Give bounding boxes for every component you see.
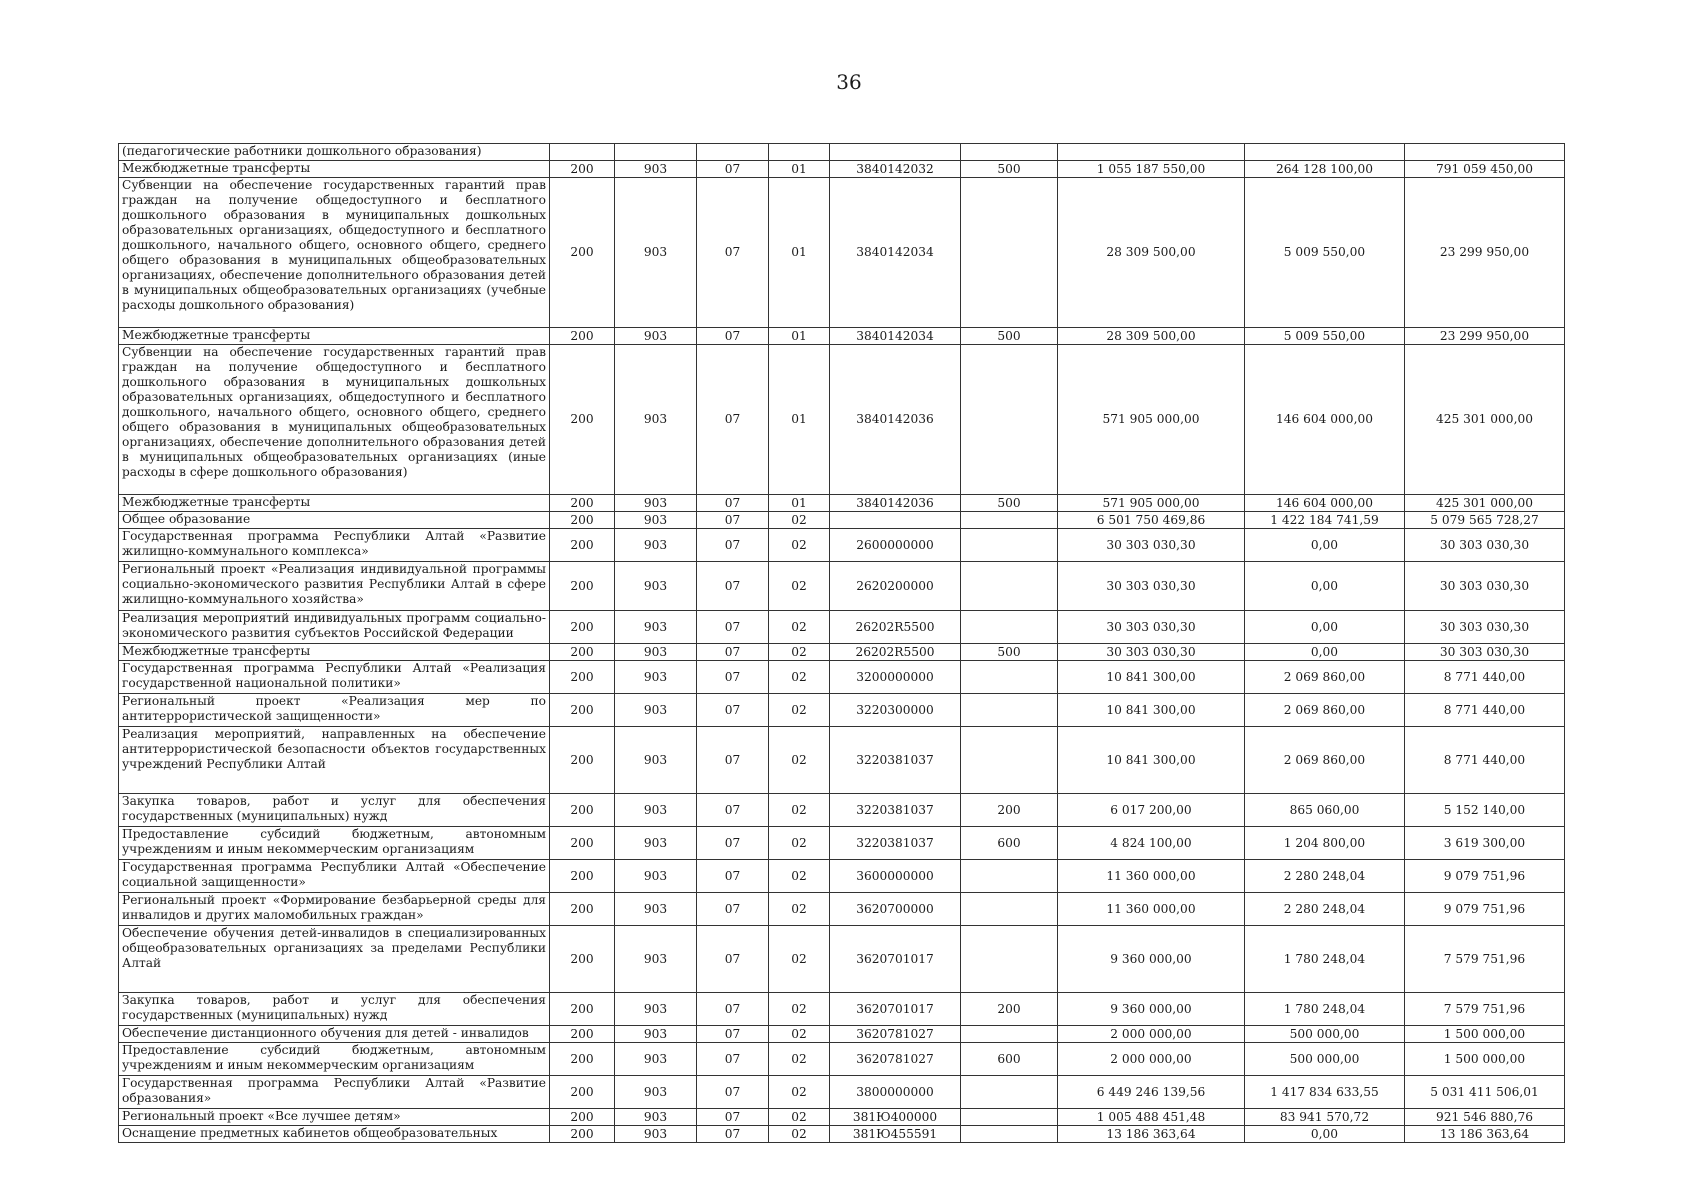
- gr-cell: 903: [615, 727, 697, 794]
- amount-total-cell: 4 824 100,00: [1058, 827, 1245, 860]
- item-name-cell: Обеспечение обучения детей-инвалидов в специализированных общеобразовательных организациях за пределами Республики Алтай: [119, 926, 550, 993]
- section-cell: 200: [550, 178, 615, 328]
- table-row: [119, 644, 1565, 661]
- table-body: [119, 144, 1565, 1143]
- amount-federal-cell: 1 204 800,00: [1245, 827, 1405, 860]
- section-cell: 200: [550, 495, 615, 512]
- rz-cell: [697, 144, 769, 161]
- amount-regional-cell: 791 059 450,00: [1405, 161, 1565, 178]
- item-name-cell: Региональный проект «Формирование безбарьерной среды для инвалидов и других маломобильных граждан»: [119, 893, 550, 926]
- amount-total-cell: 11 360 000,00: [1058, 893, 1245, 926]
- item-name-cell: Региональный проект «Реализация мер по антитеррористической защищенности»: [119, 694, 550, 727]
- amount-total-cell: 571 905 000,00: [1058, 345, 1245, 495]
- gr-cell: 903: [615, 161, 697, 178]
- table-row: [119, 328, 1565, 345]
- expense-type-cell: [961, 661, 1058, 694]
- gr-cell: 903: [615, 860, 697, 893]
- rz-cell: 07: [697, 926, 769, 993]
- section-cell: 200: [550, 926, 615, 993]
- page-number: 36: [836, 70, 862, 94]
- expense-type-cell: 200: [961, 993, 1058, 1026]
- rz-cell: 07: [697, 1076, 769, 1109]
- amount-total-cell: 2 000 000,00: [1058, 1043, 1245, 1076]
- target-article-cell: 3620781027: [830, 1043, 961, 1076]
- section-cell: 200: [550, 529, 615, 562]
- table-row: [119, 495, 1565, 512]
- amount-total-cell: 10 841 300,00: [1058, 694, 1245, 727]
- item-name-cell: Закупка товаров, работ и услуг для обеспечения государственных (муниципальных) нужд: [119, 993, 550, 1026]
- table-row: [119, 661, 1565, 694]
- table-row: [119, 727, 1565, 794]
- rz-cell: 07: [697, 611, 769, 644]
- gr-cell: 903: [615, 178, 697, 328]
- gr-cell: 903: [615, 893, 697, 926]
- pr-cell: 02: [769, 1109, 830, 1126]
- amount-federal-cell: 500 000,00: [1245, 1026, 1405, 1043]
- expense-type-cell: [961, 694, 1058, 727]
- target-article-cell: 3840142036: [830, 495, 961, 512]
- section-cell: 200: [550, 512, 615, 529]
- amount-total-cell: 2 000 000,00: [1058, 1026, 1245, 1043]
- amount-regional-cell: 23 299 950,00: [1405, 328, 1565, 345]
- amount-regional-cell: 8 771 440,00: [1405, 661, 1565, 694]
- expense-type-cell: 500: [961, 495, 1058, 512]
- amount-regional-cell: 30 303 030,30: [1405, 644, 1565, 661]
- target-article-cell: 3840142034: [830, 178, 961, 328]
- amount-total-cell: 6 449 246 139,56: [1058, 1076, 1245, 1109]
- item-name-cell: Субвенции на обеспечение государственных гарантий прав граждан на получение общедоступного и бесплатного дошкольного образования в муниципальных дошкольных образовательных организациях, общедоступного и бесплатного дошкольного, начального общего, основного общего, среднего общего образования в муниципальных общеобразовательных организациях, обеспечение дополнительного образования детей в муниципальных общеобразовательных организациях (иные расходы в сфере дошкольного образования): [119, 345, 550, 495]
- item-name-cell: Оснащение предметных кабинетов общеобразовательных: [119, 1126, 550, 1143]
- table-row: [119, 827, 1565, 860]
- amount-regional-cell: 8 771 440,00: [1405, 727, 1565, 794]
- pr-cell: 02: [769, 562, 830, 611]
- item-name-cell: Государственная программа Республики Алтай «Развитие жилищно-коммунального комплекса»: [119, 529, 550, 562]
- item-name-cell: Субвенции на обеспечение государственных гарантий прав граждан на получение общедоступного и бесплатного дошкольного образования в муниципальных дошкольных образовательных организациях, общедоступного и бесплатного дошкольного, начального общего, основного общего, среднего общего образования в муниципальных общеобразовательных организациях, обеспечение дополнительного образования детей в муниципальных общеобразовательных организациях (учебные расходы дошкольного образования): [119, 178, 550, 328]
- pr-cell: 02: [769, 993, 830, 1026]
- item-name-cell: Межбюджетные трансферты: [119, 328, 550, 345]
- section-cell: 200: [550, 345, 615, 495]
- pr-cell: 01: [769, 161, 830, 178]
- expense-type-cell: [961, 1026, 1058, 1043]
- item-name-cell: Обеспечение дистанционного обучения для детей - инвалидов: [119, 1026, 550, 1043]
- item-name-cell: Закупка товаров, работ и услуг для обеспечения государственных (муниципальных) нужд: [119, 794, 550, 827]
- table-row: [119, 144, 1565, 161]
- gr-cell: 903: [615, 529, 697, 562]
- amount-federal-cell: 0,00: [1245, 611, 1405, 644]
- target-article-cell: 3220300000: [830, 694, 961, 727]
- item-name-cell: Межбюджетные трансферты: [119, 161, 550, 178]
- pr-cell: 02: [769, 512, 830, 529]
- amount-regional-cell: 9 079 751,96: [1405, 860, 1565, 893]
- target-article-cell: 3840142034: [830, 328, 961, 345]
- amount-federal-cell: 500 000,00: [1245, 1043, 1405, 1076]
- table-row: [119, 345, 1565, 495]
- section-cell: 200: [550, 727, 615, 794]
- rz-cell: 07: [697, 794, 769, 827]
- amount-federal-cell: 2 069 860,00: [1245, 727, 1405, 794]
- gr-cell: 903: [615, 661, 697, 694]
- amount-regional-cell: 9 079 751,96: [1405, 893, 1565, 926]
- rz-cell: 07: [697, 661, 769, 694]
- item-name-cell: Общее образование: [119, 512, 550, 529]
- expense-type-cell: 600: [961, 1043, 1058, 1076]
- rz-cell: 07: [697, 644, 769, 661]
- amount-regional-cell: 425 301 000,00: [1405, 495, 1565, 512]
- expense-type-cell: [961, 1076, 1058, 1109]
- target-article-cell: [830, 144, 961, 161]
- pr-cell: 02: [769, 1076, 830, 1109]
- gr-cell: 903: [615, 993, 697, 1026]
- table-row: [119, 1026, 1565, 1043]
- gr-cell: 903: [615, 694, 697, 727]
- amount-total-cell: 6 017 200,00: [1058, 794, 1245, 827]
- target-article-cell: 3840142032: [830, 161, 961, 178]
- rz-cell: 07: [697, 827, 769, 860]
- amount-total-cell: 10 841 300,00: [1058, 661, 1245, 694]
- target-article-cell: 26202R5500: [830, 611, 961, 644]
- expense-type-cell: 600: [961, 827, 1058, 860]
- target-article-cell: 3600000000: [830, 860, 961, 893]
- pr-cell: 02: [769, 1126, 830, 1143]
- amount-total-cell: 1 005 488 451,48: [1058, 1109, 1245, 1126]
- amount-federal-cell: 1 780 248,04: [1245, 926, 1405, 993]
- amount-federal-cell: 5 009 550,00: [1245, 178, 1405, 328]
- item-name-cell: Государственная программа Республики Алтай «Развитие образования»: [119, 1076, 550, 1109]
- amount-total-cell: 9 360 000,00: [1058, 926, 1245, 993]
- amount-federal-cell: 0,00: [1245, 1126, 1405, 1143]
- amount-federal-cell: 2 069 860,00: [1245, 661, 1405, 694]
- item-name-cell: Государственная программа Республики Алтай «Обеспечение социальной защищенности»: [119, 860, 550, 893]
- amount-federal-cell: 865 060,00: [1245, 794, 1405, 827]
- amount-total-cell: 6 501 750 469,86: [1058, 512, 1245, 529]
- table-row: [119, 694, 1565, 727]
- pr-cell: [769, 144, 830, 161]
- item-name-cell: (педагогические работники дошкольного образования): [119, 144, 550, 161]
- item-name-cell: Межбюджетные трансферты: [119, 644, 550, 661]
- amount-federal-cell: 83 941 570,72: [1245, 1109, 1405, 1126]
- gr-cell: 903: [615, 328, 697, 345]
- section-cell: 200: [550, 694, 615, 727]
- amount-total-cell: 30 303 030,30: [1058, 562, 1245, 611]
- section-cell: 200: [550, 1076, 615, 1109]
- target-article-cell: 381Ю455591: [830, 1126, 961, 1143]
- gr-cell: [615, 144, 697, 161]
- item-name-cell: Реализация мероприятий индивидуальных программ социально-экономического развития субъектов Российской Федерации: [119, 611, 550, 644]
- amount-regional-cell: 23 299 950,00: [1405, 178, 1565, 328]
- pr-cell: 02: [769, 661, 830, 694]
- rz-cell: 07: [697, 529, 769, 562]
- section-cell: 200: [550, 1126, 615, 1143]
- gr-cell: 903: [615, 926, 697, 993]
- target-article-cell: 3800000000: [830, 1076, 961, 1109]
- gr-cell: 903: [615, 794, 697, 827]
- amount-regional-cell: 1 500 000,00: [1405, 1026, 1565, 1043]
- pr-cell: 01: [769, 328, 830, 345]
- pr-cell: 01: [769, 345, 830, 495]
- target-article-cell: 3220381037: [830, 794, 961, 827]
- item-name-cell: Межбюджетные трансферты: [119, 495, 550, 512]
- rz-cell: 07: [697, 727, 769, 794]
- amount-regional-cell: 3 619 300,00: [1405, 827, 1565, 860]
- section-cell: 200: [550, 161, 615, 178]
- amount-federal-cell: 2 069 860,00: [1245, 694, 1405, 727]
- section-cell: [550, 144, 615, 161]
- pr-cell: 02: [769, 860, 830, 893]
- amount-federal-cell: 2 280 248,04: [1245, 893, 1405, 926]
- expense-type-cell: [961, 860, 1058, 893]
- rz-cell: 07: [697, 694, 769, 727]
- amount-regional-cell: 5 079 565 728,27: [1405, 512, 1565, 529]
- table-row: [119, 1109, 1565, 1126]
- amount-federal-cell: 1 417 834 633,55: [1245, 1076, 1405, 1109]
- amount-federal-cell: 2 280 248,04: [1245, 860, 1405, 893]
- table-row: [119, 893, 1565, 926]
- amount-regional-cell: 5 152 140,00: [1405, 794, 1565, 827]
- table-row: [119, 529, 1565, 562]
- section-cell: 200: [550, 1109, 615, 1126]
- section-cell: 200: [550, 827, 615, 860]
- amount-federal-cell: 264 128 100,00: [1245, 161, 1405, 178]
- table-row: [119, 794, 1565, 827]
- gr-cell: 903: [615, 1026, 697, 1043]
- item-name-cell: Предоставление субсидий бюджетным, автономным учреждениям и иным некоммерческим организациям: [119, 827, 550, 860]
- amount-federal-cell: 5 009 550,00: [1245, 328, 1405, 345]
- gr-cell: 903: [615, 345, 697, 495]
- amount-federal-cell: 1 422 184 741,59: [1245, 512, 1405, 529]
- target-article-cell: 2600000000: [830, 529, 961, 562]
- expense-type-cell: [961, 529, 1058, 562]
- amount-regional-cell: 30 303 030,30: [1405, 529, 1565, 562]
- budget-table: [118, 143, 1565, 1143]
- target-article-cell: 26202R5500: [830, 644, 961, 661]
- target-article-cell: 3620781027: [830, 1026, 961, 1043]
- rz-cell: 07: [697, 178, 769, 328]
- section-cell: 200: [550, 661, 615, 694]
- section-cell: 200: [550, 993, 615, 1026]
- pr-cell: 01: [769, 178, 830, 328]
- item-name-cell: Государственная программа Республики Алтай «Реализация государственной национальной политики»: [119, 661, 550, 694]
- expense-type-cell: [961, 562, 1058, 611]
- amount-total-cell: [1058, 144, 1245, 161]
- pr-cell: 02: [769, 694, 830, 727]
- target-article-cell: 3220381037: [830, 727, 961, 794]
- target-article-cell: 3620701017: [830, 926, 961, 993]
- rz-cell: 07: [697, 1126, 769, 1143]
- pr-cell: 02: [769, 794, 830, 827]
- pr-cell: 02: [769, 644, 830, 661]
- section-cell: 200: [550, 1026, 615, 1043]
- amount-federal-cell: 0,00: [1245, 562, 1405, 611]
- amount-regional-cell: 30 303 030,30: [1405, 562, 1565, 611]
- expense-type-cell: [961, 1109, 1058, 1126]
- section-cell: 200: [550, 562, 615, 611]
- rz-cell: 07: [697, 161, 769, 178]
- amount-federal-cell: 0,00: [1245, 529, 1405, 562]
- amount-total-cell: 30 303 030,30: [1058, 529, 1245, 562]
- gr-cell: 903: [615, 1109, 697, 1126]
- expense-type-cell: 200: [961, 794, 1058, 827]
- gr-cell: 903: [615, 562, 697, 611]
- rz-cell: 07: [697, 495, 769, 512]
- amount-total-cell: 9 360 000,00: [1058, 993, 1245, 1026]
- pr-cell: 01: [769, 495, 830, 512]
- amount-regional-cell: 30 303 030,30: [1405, 611, 1565, 644]
- item-name-cell: Реализация мероприятий, направленных на обеспечение антитеррористической безопасности объектов государственных учреждений Республики Алтай: [119, 727, 550, 794]
- rz-cell: 07: [697, 1109, 769, 1126]
- rz-cell: 07: [697, 893, 769, 926]
- expense-type-cell: [961, 893, 1058, 926]
- amount-total-cell: 571 905 000,00: [1058, 495, 1245, 512]
- pr-cell: 02: [769, 1043, 830, 1076]
- expense-type-cell: [961, 926, 1058, 993]
- amount-total-cell: 10 841 300,00: [1058, 727, 1245, 794]
- table-row: [119, 926, 1565, 993]
- amount-total-cell: 30 303 030,30: [1058, 611, 1245, 644]
- target-article-cell: [830, 512, 961, 529]
- rz-cell: 07: [697, 512, 769, 529]
- target-article-cell: 3840142036: [830, 345, 961, 495]
- amount-total-cell: 13 186 363,64: [1058, 1126, 1245, 1143]
- amount-federal-cell: 1 780 248,04: [1245, 993, 1405, 1026]
- amount-regional-cell: 425 301 000,00: [1405, 345, 1565, 495]
- amount-federal-cell: [1245, 144, 1405, 161]
- expense-type-cell: [961, 1126, 1058, 1143]
- gr-cell: 903: [615, 611, 697, 644]
- amount-regional-cell: [1405, 144, 1565, 161]
- rz-cell: 07: [697, 1026, 769, 1043]
- table-row: [119, 860, 1565, 893]
- amount-total-cell: 28 309 500,00: [1058, 178, 1245, 328]
- target-article-cell: 381Ю400000: [830, 1109, 961, 1126]
- rz-cell: 07: [697, 993, 769, 1026]
- item-name-cell: Региональный проект «Все лучшее детям»: [119, 1109, 550, 1126]
- section-cell: 200: [550, 794, 615, 827]
- table-row: [119, 512, 1565, 529]
- amount-regional-cell: 5 031 411 506,01: [1405, 1076, 1565, 1109]
- expense-type-cell: [961, 144, 1058, 161]
- rz-cell: 07: [697, 328, 769, 345]
- gr-cell: 903: [615, 512, 697, 529]
- section-cell: 200: [550, 893, 615, 926]
- item-name-cell: Региональный проект «Реализация индивидуальной программы социально-экономического развития Республики Алтай в сфере жилищно-коммунального хозяйства»: [119, 562, 550, 611]
- section-cell: 200: [550, 860, 615, 893]
- target-article-cell: 3620700000: [830, 893, 961, 926]
- table-row: [119, 178, 1565, 328]
- table-row: [119, 1076, 1565, 1109]
- section-cell: 200: [550, 1043, 615, 1076]
- pr-cell: 02: [769, 827, 830, 860]
- amount-regional-cell: 7 579 751,96: [1405, 926, 1565, 993]
- expense-type-cell: [961, 727, 1058, 794]
- amount-regional-cell: 13 186 363,64: [1405, 1126, 1565, 1143]
- pr-cell: 02: [769, 926, 830, 993]
- table-row: [119, 562, 1565, 611]
- gr-cell: 903: [615, 1043, 697, 1076]
- gr-cell: 903: [615, 1076, 697, 1109]
- amount-total-cell: 28 309 500,00: [1058, 328, 1245, 345]
- expense-type-cell: [961, 512, 1058, 529]
- target-article-cell: 3200000000: [830, 661, 961, 694]
- amount-regional-cell: 1 500 000,00: [1405, 1043, 1565, 1076]
- target-article-cell: 2620200000: [830, 562, 961, 611]
- pr-cell: 02: [769, 529, 830, 562]
- table-row: [119, 611, 1565, 644]
- amount-federal-cell: 146 604 000,00: [1245, 345, 1405, 495]
- amount-federal-cell: 0,00: [1245, 644, 1405, 661]
- rz-cell: 07: [697, 860, 769, 893]
- pr-cell: 02: [769, 611, 830, 644]
- gr-cell: 903: [615, 644, 697, 661]
- item-name-cell: Предоставление субсидий бюджетным, автономным учреждениям и иным некоммерческим организациям: [119, 1043, 550, 1076]
- section-cell: 200: [550, 328, 615, 345]
- pr-cell: 02: [769, 727, 830, 794]
- expense-type-cell: [961, 345, 1058, 495]
- amount-total-cell: 1 055 187 550,00: [1058, 161, 1245, 178]
- expense-type-cell: 500: [961, 328, 1058, 345]
- gr-cell: 903: [615, 1126, 697, 1143]
- target-article-cell: 3220381037: [830, 827, 961, 860]
- gr-cell: 903: [615, 827, 697, 860]
- expense-type-cell: 500: [961, 161, 1058, 178]
- rz-cell: 07: [697, 345, 769, 495]
- amount-total-cell: 30 303 030,30: [1058, 644, 1245, 661]
- pr-cell: 02: [769, 893, 830, 926]
- rz-cell: 07: [697, 1043, 769, 1076]
- table-row: [119, 1043, 1565, 1076]
- amount-federal-cell: 146 604 000,00: [1245, 495, 1405, 512]
- target-article-cell: 3620701017: [830, 993, 961, 1026]
- amount-regional-cell: 7 579 751,96: [1405, 993, 1565, 1026]
- gr-cell: 903: [615, 495, 697, 512]
- table-row: [119, 1126, 1565, 1143]
- expense-type-cell: [961, 178, 1058, 328]
- table-row: [119, 161, 1565, 178]
- pr-cell: 02: [769, 1026, 830, 1043]
- amount-regional-cell: 921 546 880,76: [1405, 1109, 1565, 1126]
- expense-type-cell: 500: [961, 644, 1058, 661]
- expense-type-cell: [961, 611, 1058, 644]
- amount-regional-cell: 8 771 440,00: [1405, 694, 1565, 727]
- section-cell: 200: [550, 644, 615, 661]
- amount-total-cell: 11 360 000,00: [1058, 860, 1245, 893]
- table-row: [119, 993, 1565, 1026]
- rz-cell: 07: [697, 562, 769, 611]
- section-cell: 200: [550, 611, 615, 644]
